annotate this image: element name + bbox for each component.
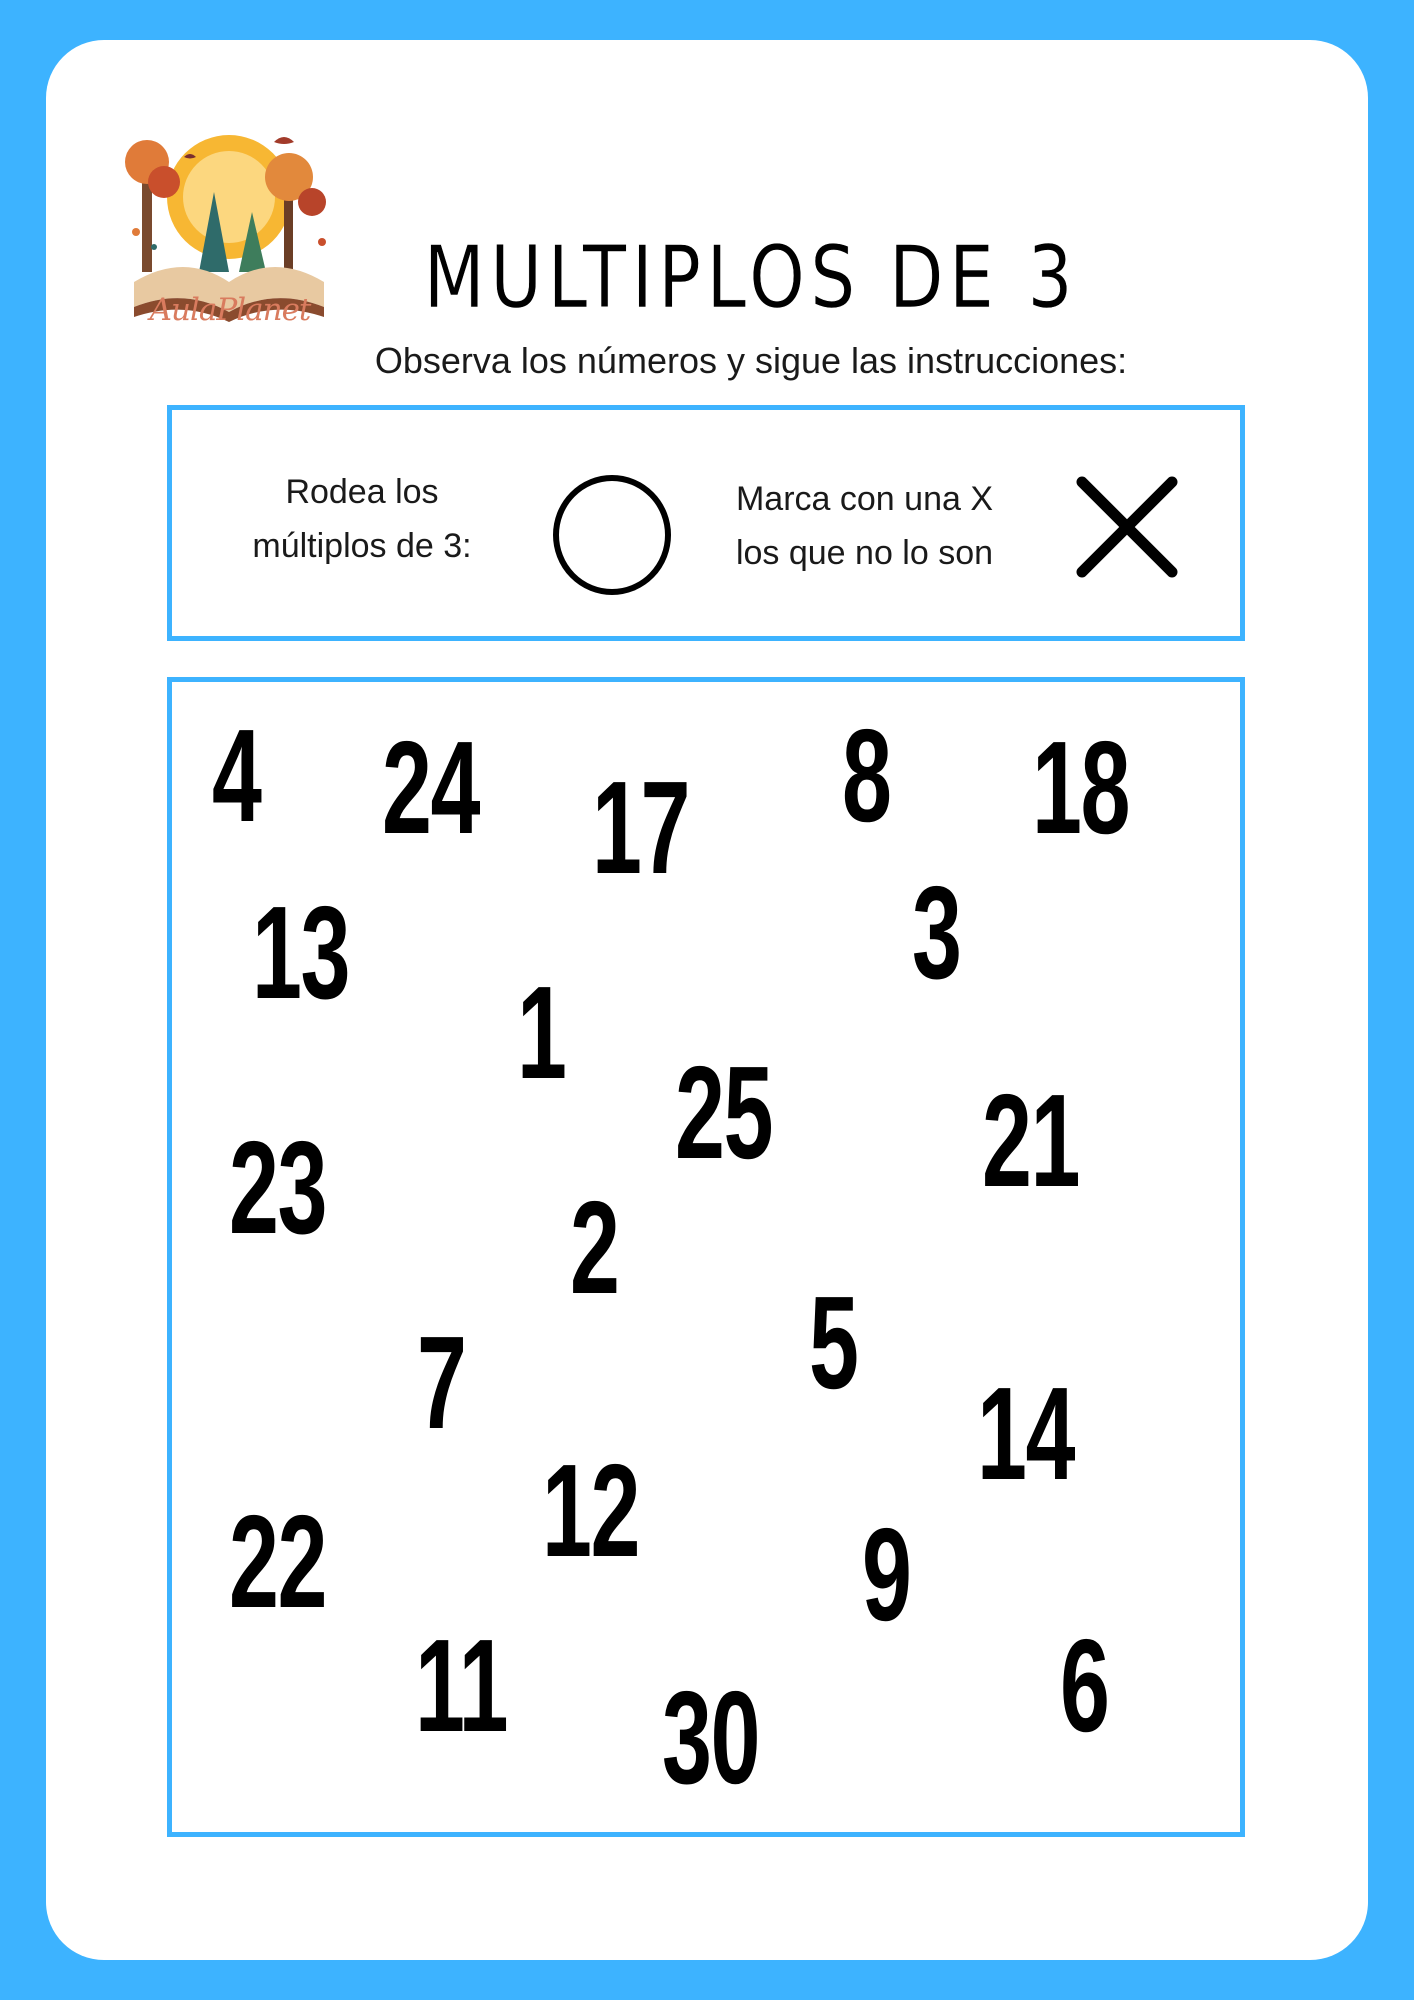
number-7[interactable]: 7: [417, 1309, 466, 1456]
number-2[interactable]: 2: [570, 1174, 619, 1321]
circle-instruction: Rodea los múltiplos de 3:: [252, 473, 472, 565]
number-22[interactable]: 22: [229, 1488, 327, 1635]
numbers-box: [167, 677, 1245, 1837]
circle-icon: [552, 475, 672, 595]
number-13[interactable]: 13: [252, 879, 350, 1026]
number-11[interactable]: 11: [415, 1612, 508, 1759]
number-5[interactable]: 5: [809, 1269, 858, 1416]
number-25[interactable]: 25: [675, 1039, 773, 1186]
number-18[interactable]: 18: [1032, 714, 1130, 861]
number-21[interactable]: 21: [982, 1067, 1080, 1214]
page-title: MULTIPLOS DE 3: [423, 228, 1079, 328]
number-4[interactable]: 4: [212, 702, 261, 849]
number-14[interactable]: 14: [977, 1360, 1075, 1507]
page-subtitle: Observa los números y sigue las instrucciones:: [374, 340, 1128, 381]
number-3[interactable]: 3: [912, 859, 961, 1006]
number-8[interactable]: 8: [842, 702, 891, 849]
logo-text: AulaPlanet: [149, 292, 311, 328]
number-24[interactable]: 24: [382, 714, 480, 861]
x-mark-icon: [1072, 472, 1182, 582]
number-12[interactable]: 12: [542, 1437, 640, 1584]
instructions-box: [167, 405, 1245, 641]
number-9[interactable]: 9: [862, 1501, 911, 1648]
number-17[interactable]: 17: [592, 754, 690, 901]
number-30[interactable]: 30: [662, 1664, 760, 1811]
x-instruction: Marca con una X los que no lo son: [735, 480, 994, 572]
number-6[interactable]: 6: [1060, 1612, 1109, 1759]
number-23[interactable]: 23: [229, 1114, 327, 1261]
number-1[interactable]: 1: [517, 959, 566, 1106]
